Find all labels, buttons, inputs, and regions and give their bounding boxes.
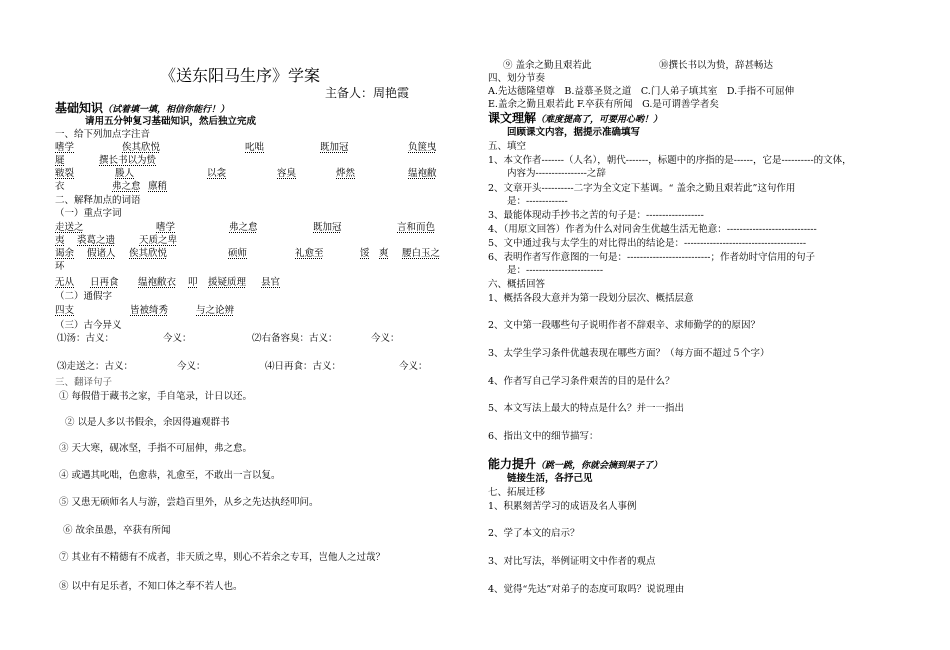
q2-item: 礼愈至 xyxy=(295,248,324,259)
ability-section-title xyxy=(488,458,662,472)
q2-item: 谒余 xyxy=(55,248,75,259)
q1-item: 俟其欣悦 xyxy=(122,142,161,153)
q2-row-4: 环 xyxy=(55,261,65,272)
ability-note: （跳一跳，你就会摘到果子了） xyxy=(536,461,663,471)
q2-item: 硕师 xyxy=(228,248,248,259)
q1-item: 屣 xyxy=(55,155,65,166)
ability-instruction: 链接生活，各抒己见 xyxy=(507,473,593,484)
q3-item-9: ⑨ 盖余之勤且艰若此 xyxy=(503,60,592,71)
q2-item: 援疑质理 xyxy=(208,277,247,288)
q1-item: 皲裂 xyxy=(55,168,75,179)
q2-item: 无从 xyxy=(55,277,75,288)
q5-line: 4、（用原文回答）作者为什么对同舍生优越生活无艳意：---------------------------- xyxy=(488,224,817,235)
q1-item: 容臭 xyxy=(277,168,297,179)
q6-heading: 六、概括回答 xyxy=(488,279,546,290)
q1-item: 叱咄 xyxy=(245,142,265,153)
basics-title: 基础知识 xyxy=(55,101,104,115)
q5-heading: 五、填空 xyxy=(488,141,527,152)
q2-item: 今义： xyxy=(177,361,206,372)
q2-item: ⑷日再食：古义： xyxy=(265,361,342,372)
q2-item: 俟其欣悦 xyxy=(129,248,168,259)
basics-instruction: 请用五分钟复习基础知识，然后独立完成 xyxy=(85,116,257,127)
q5-line: 6、表明作者写作意图的一句是：--------------------------；作者幼时守信用的句子 xyxy=(488,252,816,263)
q1-item: 弗之怠 xyxy=(112,181,141,192)
q6-item: 3、太学生学习条件优越表现在哪些方面？（每方面不超过５个字） xyxy=(488,348,770,359)
q1-item: 缊袍敝 xyxy=(408,168,437,179)
q5-line: 1、本文作者-------（人名），朝代-------，标题中的序指的是------，它是----------的文体， xyxy=(488,155,852,166)
q5-line: 是：------------- xyxy=(488,196,568,207)
q2-sub-2: （二）通假字 xyxy=(55,291,113,302)
q3-item-4: ④ 或遇其叱咄，色愈恭，礼愈至，不敢出一言以复。 xyxy=(59,470,281,481)
q5-line: 5、文中通过我与太学生的对比得出的结论是：-------------------------------------- xyxy=(488,238,807,249)
q5-line: 是：------------------------ xyxy=(488,265,604,276)
q2-sub-3: （三）古今异义 xyxy=(55,320,122,331)
q6-item: 1、概括各段大意并为第一段划分层次、概括层意 xyxy=(488,293,694,304)
q5-line: 3、最能体现动手抄书之苦的句子是：------------------ xyxy=(488,210,704,221)
comprehension-instruction: 回顾课文内容，据提示准确填写 xyxy=(507,127,641,138)
q3-item-10: ⑩撰长书以为贽，辞甚畅达 xyxy=(659,60,774,71)
q2-item: 走送之 xyxy=(55,222,84,233)
q5-line: 2、文章开头----------二字为全文定下基调。“ 盖余之勤且艰若此”这句作用 xyxy=(488,183,796,194)
q2-item: 日再食 xyxy=(90,277,119,288)
q2-item: 弗之怠 xyxy=(229,222,258,233)
q3-item-5: ⑤ 又患无硕师名人与游，尝趋百里外，从乡之先达执经叩问。 xyxy=(59,497,319,508)
q3-item-1: ① 每假借于藏书之家，手自笔录，计日以还。 xyxy=(59,391,253,402)
q6-item: 5、本文写法上最大的特点是什么？并一一指出 xyxy=(488,403,685,414)
comprehension-section-title xyxy=(488,112,662,126)
q2-sub-1: （一）重点字词 xyxy=(55,208,122,219)
q2-item: 今义： xyxy=(163,333,192,344)
q2-item: 与之论辨 xyxy=(196,305,235,316)
q2-item: 裘葛之遗 xyxy=(77,235,116,246)
q2-item: 皆被绮秀 xyxy=(130,305,169,316)
q6-item: 4、作者写自己学习条件艰苦的目的是什么？ xyxy=(488,376,675,387)
basics-section-title xyxy=(55,102,229,116)
q2-item: ⑶走送之：古义： xyxy=(57,361,134,372)
q2-item: 叩 xyxy=(188,277,198,288)
q5-line: 内容为----------------之辞 xyxy=(488,168,606,179)
q3-item-7: ⑦ 其业有不精德有不成者，非天质之卑，则心不若余之专耳，岂他人之过哉？ xyxy=(59,552,386,563)
q2-item: 假诸人 xyxy=(87,248,116,259)
q2-item: 夷 xyxy=(55,235,65,246)
q7-item: 3、对比写法，举例证明文中作者的观点 xyxy=(488,556,656,567)
q3-item-3: ③ 天大寒，砚冰坚，手指不可屈伸，弗之怠。 xyxy=(59,443,253,454)
q4-line-1: A.先达德隆望尊 B.益慕圣贤之道 C.门人弟子填其室 D.手指不可屈伸 xyxy=(488,86,795,97)
q2-item: 今义： xyxy=(399,361,428,372)
q4-line-2: E.盖余之勤且艰若此 F.卒获有所闻 G.是可谓善学者矣 xyxy=(488,99,719,110)
q7-heading: 七、拓展迁移 xyxy=(488,487,546,498)
q3-item-6: ⑥ 故余虽愚，卒获有所闻 xyxy=(63,525,171,536)
q1-item: 烨然 xyxy=(336,168,356,179)
comprehension-note: （难度提高了，可要用心哟！） xyxy=(536,115,663,125)
q2-item: 四支 xyxy=(55,305,75,316)
q1-item: 撰长书以为贽 xyxy=(99,155,157,166)
q1-item: 衣 xyxy=(55,181,65,192)
author-line: 主备人：周艳霞 xyxy=(325,86,410,100)
q2-item: 县官 xyxy=(261,277,281,288)
q2-item: ⑴汤：古义： xyxy=(57,333,115,344)
q2-heading: 二、解释加点的词语 xyxy=(55,195,141,206)
basics-note: （试着填一填，相信你能行！） xyxy=(103,105,230,115)
q7-item: 1、积累刻苦学习的成语及名人事例 xyxy=(488,501,637,512)
q2-item: 嗜学 xyxy=(156,222,176,233)
q6-item: 2、文中第一段哪些句子说明作者不辞艰辛、求师勤学的的原因？ xyxy=(488,320,761,331)
q2-item: 爽 xyxy=(379,248,389,259)
q3-item-2: ② 以是人多以书假余，余因得遍观群书 xyxy=(65,417,230,428)
q3-heading: 三、翻译句子 xyxy=(55,377,113,388)
q1-heading: 一、给下列加点字注音 xyxy=(55,129,151,140)
q4-heading: 四、划分节奏 xyxy=(488,73,546,84)
q1-item: 嗜学 xyxy=(55,142,75,153)
q2-item: 言和而色 xyxy=(397,222,436,233)
q3-item-8: ⑧ 以中有足乐者，不知口体之奉不若人也。 xyxy=(59,581,243,592)
q2-item: 既加冠 xyxy=(313,222,342,233)
page-title: 《送东阳马生序》学案 xyxy=(160,66,321,85)
q1-item: 媵人 xyxy=(115,168,135,179)
ability-title: 能力提升 xyxy=(488,457,537,471)
q2-item: 今义： xyxy=(371,333,400,344)
q7-item: 4、觉得“先达”对弟子的态度可取吗？说说理由 xyxy=(488,584,685,595)
comprehension-title: 课文理解 xyxy=(488,111,537,125)
q1-item: 负箧曳 xyxy=(408,142,437,153)
q2-item: 馁 xyxy=(360,248,370,259)
q1-item: 廪稍 xyxy=(148,181,168,192)
q2-item: 腰白玉之 xyxy=(402,248,441,259)
q7-item: 2、学了本文的启示？ xyxy=(488,528,580,539)
q1-item: 以衾 xyxy=(207,168,227,179)
q1-item: 既加冠 xyxy=(320,142,349,153)
q2-item: 天质之卑 xyxy=(139,235,178,246)
q2-item: 缊袍敝衣 xyxy=(138,277,177,288)
q2-item: ⑵右备容臭：古义： xyxy=(252,333,338,344)
q6-item: 6、指出文中的细节描写： xyxy=(488,431,599,442)
